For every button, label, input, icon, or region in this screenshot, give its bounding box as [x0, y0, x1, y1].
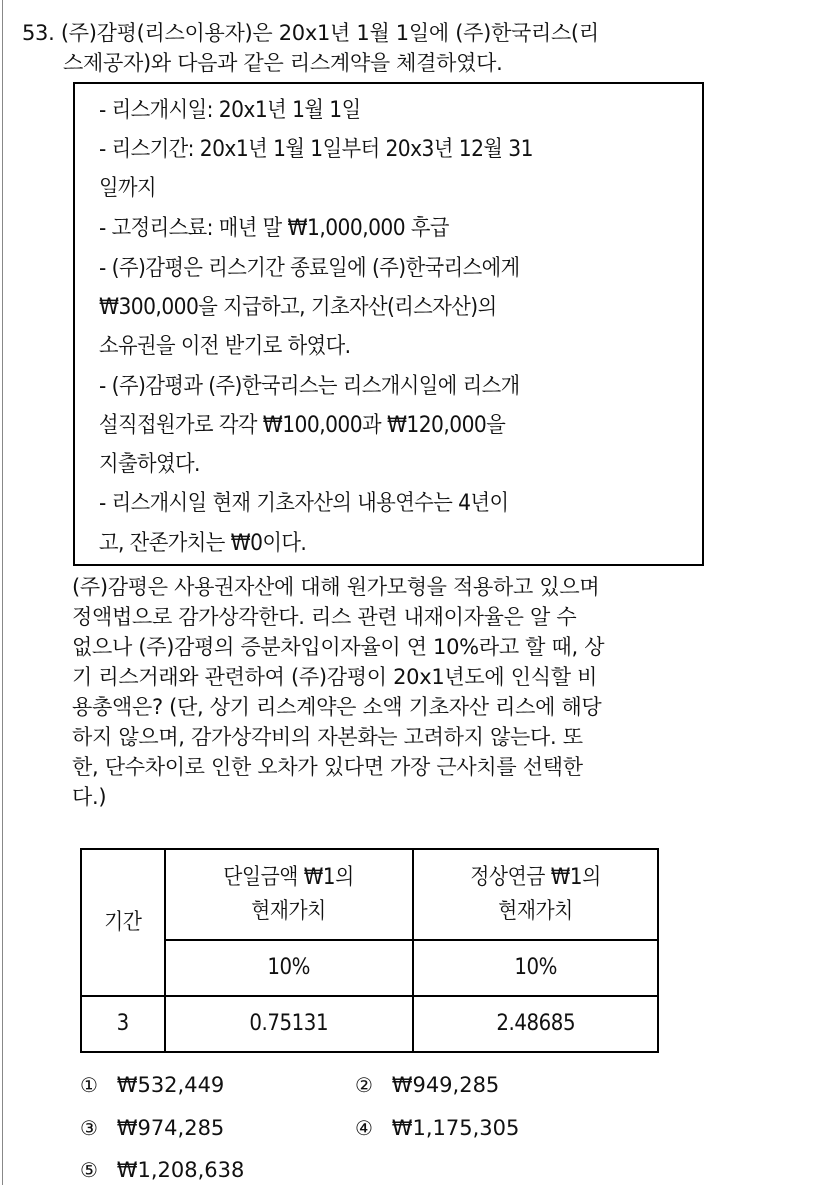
question-number: 53.: [22, 21, 55, 45]
condition-line: - 고정리스료: 매년 말 ₩1,000,000 후급: [99, 216, 449, 241]
single-pv-header-cell: [165, 849, 413, 940]
single-pv-value: 0.75131: [249, 1011, 329, 1036]
present-value-table: [80, 848, 659, 1053]
question-intro-line-1: [22, 18, 599, 48]
body-line: 한, 단수차이로 인한 오차가 있다면 가장 근사치를 선택한: [72, 755, 583, 779]
single-pv-header-line-2: 현재가치: [251, 898, 327, 924]
period-value: 3: [116, 1011, 130, 1036]
table-rate-row: [81, 940, 658, 996]
condition-line: ₩300,000을 지급하고, 기초자산(리스자산)의: [99, 295, 497, 320]
condition-line: - (주)감평은 리스기간 종료일에 (주)한국리스에게: [99, 256, 520, 281]
body-line: 기 리스거래와 관련하여 (주)감평이 20x1년도에 인식할 비: [72, 665, 598, 689]
condition-line: 설직접원가로 각각 ₩100,000과 ₩120,000을: [99, 413, 506, 438]
period-cell: [81, 996, 165, 1052]
annuity-pv-header: [470, 861, 601, 929]
body-line: (주)감평은 사용권자산에 대해 원가모형을 적용하고 있으며: [72, 575, 600, 599]
choice-number-4: ④: [355, 1116, 373, 1140]
table-row: [81, 996, 658, 1052]
annuity-pv-header-line-2: 현재가치: [498, 898, 573, 924]
choice-text-3: ₩974,285: [116, 1116, 225, 1140]
lease-conditions-box: [73, 82, 704, 566]
body-line: 정액법으로 감가상각한다. 리스 관련 내재이자율은 알 수: [72, 605, 577, 629]
choice-text-5: ₩1,208,638: [116, 1158, 245, 1182]
choice-number-2: ②: [355, 1073, 373, 1097]
condition-line: 일까지: [99, 176, 157, 201]
single-pv-header: [224, 861, 355, 929]
single-pv-cell: [165, 996, 413, 1052]
annuity-pv-value: 2.48685: [496, 1011, 575, 1036]
body-line: 하지 않으며, 감가상각비의 자본화는 고려하지 않는다. 또: [72, 725, 583, 749]
choice-number-1: ①: [80, 1073, 98, 1097]
annuity-pv-cell: [413, 996, 658, 1052]
question-intro-text-1: (주)감평(리스이용자)은 20x1년 1월 1일에 (주)한국리스(리: [60, 21, 599, 45]
single-pv-rate-cell: [165, 940, 413, 996]
choice-number-5: ⑤: [80, 1158, 98, 1182]
annuity-pv-header-line-1: 정상연금 ₩1의: [470, 864, 601, 890]
table-header-row: [81, 849, 658, 940]
choice-text-2: ₩949,285: [391, 1073, 500, 1097]
condition-line: - 리스개시일: 20x1년 1월 1일: [99, 98, 361, 123]
body-line: 다.): [72, 785, 107, 809]
condition-line: - (주)감평과 (주)한국리스는 리스개시일에 리스개: [99, 374, 520, 399]
choice-1[interactable]: [80, 1071, 224, 1099]
choice-2[interactable]: [355, 1071, 499, 1099]
choice-number-3: ③: [80, 1116, 98, 1140]
condition-line: 지출하였다.: [99, 452, 200, 477]
body-line: 없으나 (주)감평의 증분차입이자율이 연 10%라고 할 때, 상: [72, 635, 605, 659]
choice-text-4: ₩1,175,305: [391, 1116, 520, 1140]
body-line: 용총액은? (단, 상기 리스계약은 소액 기초자산 리스에 해당: [72, 695, 602, 719]
period-header: 기간: [104, 909, 142, 935]
condition-line: - 리스기간: 20x1년 1월 1일부터 20x3년 12월 31: [99, 137, 533, 162]
annuity-pv-rate-cell: [413, 940, 658, 996]
annuity-pv-rate: 10%: [514, 955, 557, 980]
condition-line: - 리스개시일 현재 기초자산의 내용연수는 4년이: [99, 491, 509, 516]
single-pv-rate: 10%: [267, 955, 311, 980]
annuity-pv-header-cell: [413, 849, 658, 940]
choice-text-1: ₩532,449: [116, 1073, 225, 1097]
page-left-border: [2, 0, 3, 1185]
condition-line: 고, 잔존가치는 ₩0이다.: [99, 531, 307, 556]
choice-5[interactable]: [80, 1156, 244, 1184]
condition-line: 소유권을 이전 받기로 하였다.: [99, 334, 351, 359]
choice-4[interactable]: [355, 1114, 519, 1142]
choice-3[interactable]: [80, 1114, 224, 1142]
period-header-cell: [81, 849, 165, 996]
single-pv-header-line-1: 단일금액 ₩1의: [223, 864, 355, 890]
question-intro-line-2: 스제공자)와 다음과 같은 리스계약을 체결하였다.: [63, 51, 503, 75]
